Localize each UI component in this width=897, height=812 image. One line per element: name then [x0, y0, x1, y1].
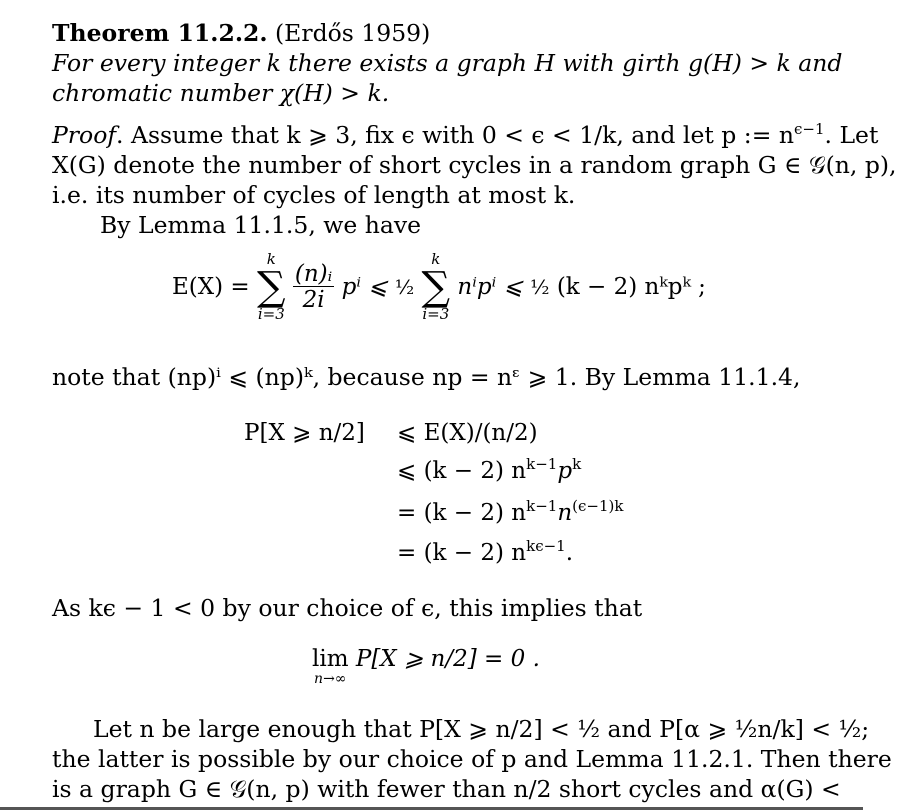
eq3-expression: P[X ⩾ n/2] = 0 . — [355, 646, 540, 672]
eq3-lim-block — [312, 646, 349, 686]
proof-as-line: As kϵ − 1 < 0 by our choice of ϵ, this implies that — [52, 594, 643, 622]
eq3-lim-sub: n→∞ — [314, 671, 347, 687]
eq2-row-3-tail: n — [557, 500, 573, 526]
proof-let-line-2: the latter is possible by our choice of p and Lemma 11.2.1. Then there — [52, 745, 892, 773]
eq2-row-3-rhs: = (k − 2) n — [397, 500, 527, 526]
eq2-row-1-lhs: P[X ⩾ n/2] — [244, 420, 365, 446]
eq2-row-3 — [397, 497, 624, 526]
theorem-statement-line-1: For every integer k there exists a graph H with girth g(H) > k and — [52, 49, 843, 77]
eq2-row-2-rhs: ⩽ (k − 2) n — [397, 458, 527, 484]
eq1-sum-2 — [422, 252, 451, 322]
equation-expected-value — [172, 252, 706, 322]
page-bottom-rule — [0, 807, 863, 810]
theorem-attribution: (Erdős 1959) — [275, 19, 431, 47]
eq1-sum-1-top: k — [266, 250, 276, 268]
eq1-term-3: (k − 2) nᵏpᵏ ; — [556, 274, 706, 300]
eq1-fraction-den: 2i — [302, 286, 325, 313]
proof-let-line-3: is a graph G ∈ 𝒢(n, p) with fewer than n/2 short cycles and α(G) < — [52, 775, 841, 803]
eq2-row-2-exp-1: k−1 — [526, 455, 558, 473]
proof-line-1-text: . Assume that k ⩾ 3, fix ϵ with 0 < ϵ < 1/k, and let p := n — [116, 121, 794, 149]
eq3-lim: lim — [312, 646, 349, 672]
proof-line-1 — [52, 120, 878, 150]
eq2-row-4-exp: kϵ−1 — [526, 537, 566, 555]
eq2-row-2-tail: p — [557, 458, 573, 484]
eq1-half-1: ½ — [394, 275, 415, 299]
eq2-row-4-end: . — [565, 540, 574, 566]
eq2-row-1-rhs: ⩽ E(X)/(n/2) — [397, 420, 538, 446]
theorem-statement-line-2: chromatic number χ(H) > k. — [52, 79, 390, 107]
eq1-sum-2-bottom: i=3 — [422, 305, 450, 323]
eq2-row-2 — [397, 455, 582, 484]
eq1-sum-2-top: k — [431, 250, 441, 268]
eq1-term-1-tail: pⁱ ⩽ — [341, 274, 388, 300]
equation-limit — [312, 646, 540, 686]
eq2-row-2-exp-2: k — [572, 455, 582, 473]
proof-line-1-end: . Let — [824, 121, 879, 149]
proof-line-4: By Lemma 11.1.5, we have — [100, 211, 422, 239]
eq2-row-3-exp-2: (ϵ−1)k — [572, 497, 624, 515]
proof-let-line-1: Let n be large enough that P[X ⩾ n/2] < ½ and P[α ⩾ ½n/k] < ½; — [93, 715, 870, 743]
proof-line-1-exponent: ϵ−1 — [794, 120, 825, 138]
eq1-term-2: nⁱpⁱ ⩽ — [457, 274, 523, 300]
proof-line-3: i.e. its number of cycles of length at most k. — [52, 181, 576, 209]
eq1-fraction-num: (n)ᵢ — [294, 260, 333, 287]
eq1-sum-2-sigma: ∑ — [421, 264, 451, 310]
eq1-sum-1-bottom: i=3 — [257, 305, 285, 323]
eq1-sum-1 — [257, 252, 286, 322]
theorem-header — [52, 18, 430, 48]
proof-line-2: X(G) denote the number of short cycles in a random graph G ∈ 𝒢(n, p), — [52, 151, 897, 179]
eq1-fraction — [293, 262, 334, 313]
eq2-row-4-rhs: = (k − 2) n — [397, 540, 527, 566]
eq1-half-2: ½ — [530, 275, 550, 299]
eq1-lhs: E(X) = — [172, 274, 250, 300]
proof-note-line: note that (np)ⁱ ⩽ (np)ᵏ, because np = nᵋ ⩾ 1. By Lemma 11.1.4, — [52, 363, 801, 391]
eq2-row-3-exp-1: k−1 — [526, 497, 558, 515]
proof-word: Proof — [52, 121, 117, 149]
eq2-row-4 — [397, 537, 574, 566]
theorem-label: Theorem 11.2.2. — [52, 19, 268, 47]
eq1-sum-1-sigma: ∑ — [257, 264, 286, 310]
